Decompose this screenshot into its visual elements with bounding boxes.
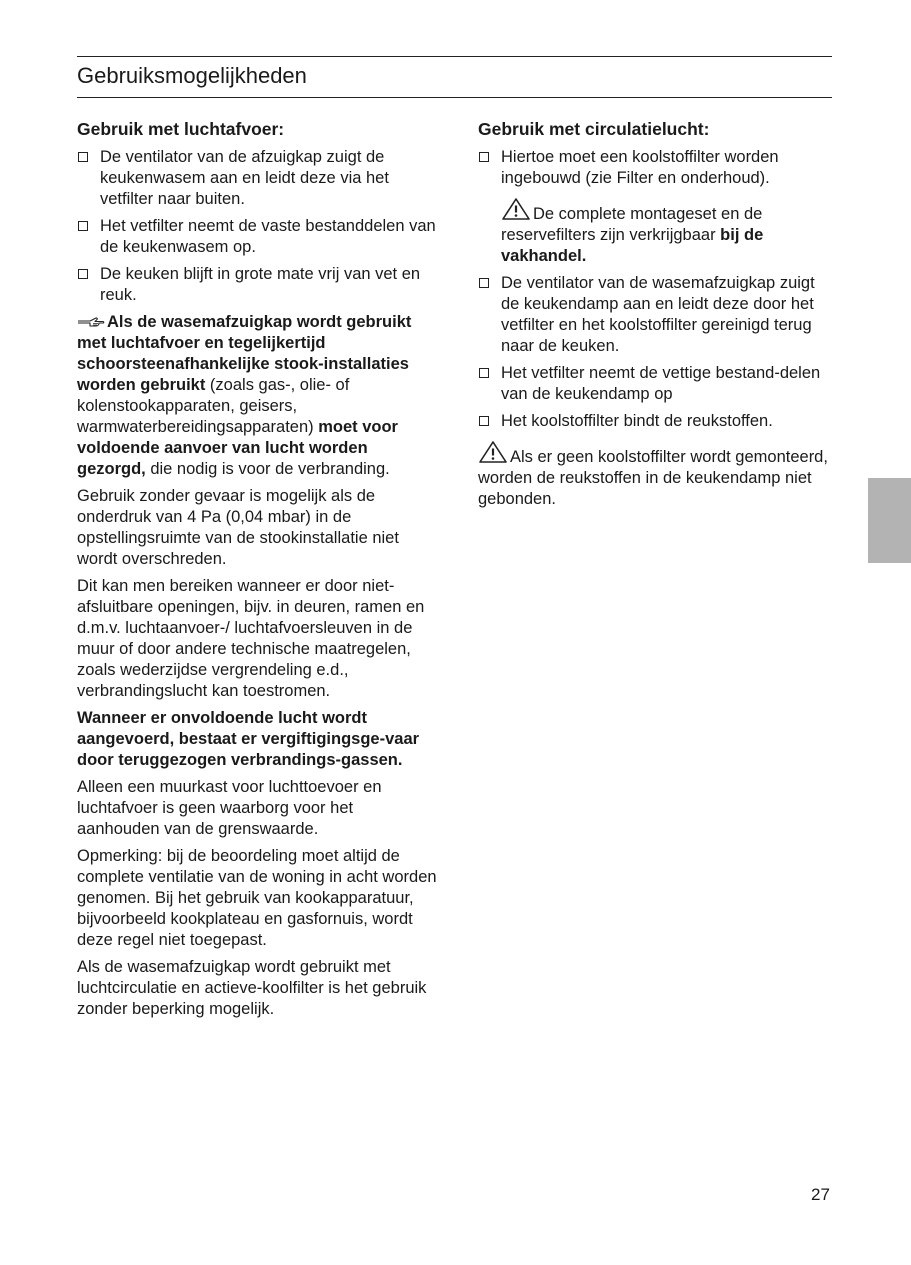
checkbox-bullet-icon (78, 269, 88, 279)
paragraph: Gebruik zonder gevaar is mogelijk als de onderdruk van 4 Pa (0,04 mbar) in de opstellingsruimte van de stookinstallatie niet wordt overschreden. (77, 487, 399, 568)
checkbox-bullet-icon (479, 368, 489, 378)
paragraph: Opmerking: bij de beoordeling moet altijd de complete ventilatie van de woning in acht worden genomen. Bij het gebruik van kookapparatuur, bijvoorbeeld kookplateau en gasfornuis, wordt deze regel niet toegepast. (77, 847, 437, 949)
list-item (77, 264, 437, 306)
warning-triangle-icon (501, 197, 531, 221)
pointing-hand-icon (77, 314, 105, 328)
recirculation-list (478, 273, 828, 432)
list-item-text: Het koolstoffilter bindt de reukstoffen. (501, 412, 773, 430)
section-heading-recirculation: Gebruik met circulatielucht: (478, 119, 710, 139)
checkbox-bullet-icon (78, 152, 88, 162)
page-title: Gebruiksmogelijkheden (77, 63, 307, 88)
list-item-text: Hiertoe moet een koolstoffilter worden ingebouwd (zie Filter en onderhoud). (501, 148, 779, 187)
list-item-text: De keuken blijft in grote mate vrij van vet en reuk. (100, 265, 421, 304)
danger-warning (77, 708, 437, 771)
paragraph: Als de wasemafzuigkap wordt gebruikt met luchtcirculatie en actieve-koolfilter is het gebruik zonder beperking mogelijk. (77, 958, 427, 1018)
warning-text: Als er geen koolstoffilter wordt gemonteerd, worden de reukstoffen in de keukendamp niet gebonden. (478, 448, 828, 508)
note-bold-text: Als de wasemafzuigkap wordt gebruikt met luchtafvoer en tegelijkertijd schoorsteenafhankelijke stook-installaties worden gebruikt (77, 313, 412, 394)
checkbox-bullet-icon (78, 221, 88, 231)
paragraph: Dit kan men bereiken wanneer er door niet-afsluitbare openingen, bijv. in deuren, ramen en d.m.v. luchtaanvoer-/ luchtafvoersleuven in de muur of door andere technische maatregelen, zoals wederzijdse vergrendeling e.d., verbrandingslucht kan toestromen. (77, 577, 425, 700)
danger-warning-text: Wanneer er onvoldoende lucht wordt aangevoerd, bestaat er vergiftigingsge-vaar door teruggezogen verbrandings-gassen. (77, 709, 420, 769)
exhaust-list (77, 147, 437, 306)
list-item-text: Het vetfilter neemt de vettige bestand-delen van de keukendamp op (501, 364, 821, 403)
warning-text: De complete montageset en de reservefilters zijn verkrijgbaar (501, 205, 763, 244)
checkbox-bullet-icon (479, 278, 489, 288)
warning-triangle-icon (478, 440, 508, 464)
note-paragraph (77, 312, 437, 480)
list-item-text: De ventilator van de wasemafzuigkap zuigt de keukendamp aan en leidt deze door het vetfilter en het koolstoffilter gereinigd terug naar de keuken. (501, 274, 815, 355)
warning-bold-text: bij de vakhandel. (501, 226, 764, 265)
checkbox-bullet-icon (479, 152, 489, 162)
note-bold-text: moet voor voldoende aanvoer van lucht worden gezorgd, (77, 418, 398, 478)
paragraph: Alleen een muurkast voor luchttoevoer en luchtafvoer is geen waarborg voor het aanhouden van de grenswaarde. (77, 778, 382, 838)
list-item-text: De ventilator van de afzuigkap zuigt de keukenwasem aan en leidt deze via het vetfilter naar buiten. (100, 148, 389, 208)
warning-note (478, 197, 828, 267)
warning-note (478, 440, 828, 510)
left-column (77, 117, 437, 1026)
list-item (478, 363, 828, 405)
note-text: die nodig is voor de verbranding. (145, 460, 390, 478)
list-item (478, 273, 828, 357)
note-text: (zoals gas-, olie- of kolenstookapparaten, geisers, warmwaterbereidingsapparaten) (77, 376, 350, 436)
page-number: 27 (811, 1185, 830, 1204)
list-item (478, 411, 828, 432)
header-top-rule (77, 56, 832, 57)
list-item (77, 216, 437, 258)
section-heading-exhaust: Gebruik met luchtafvoer: (77, 119, 285, 139)
list-item-text: Het vetfilter neemt de vaste bestanddelen van de keukenwasem op. (100, 217, 436, 256)
list-item (478, 147, 828, 189)
recirculation-list-top (478, 147, 828, 189)
header-bottom-rule (77, 97, 832, 98)
list-item (77, 147, 437, 210)
right-column (478, 117, 828, 516)
checkbox-bullet-icon (479, 416, 489, 426)
chapter-side-tab (868, 478, 911, 563)
